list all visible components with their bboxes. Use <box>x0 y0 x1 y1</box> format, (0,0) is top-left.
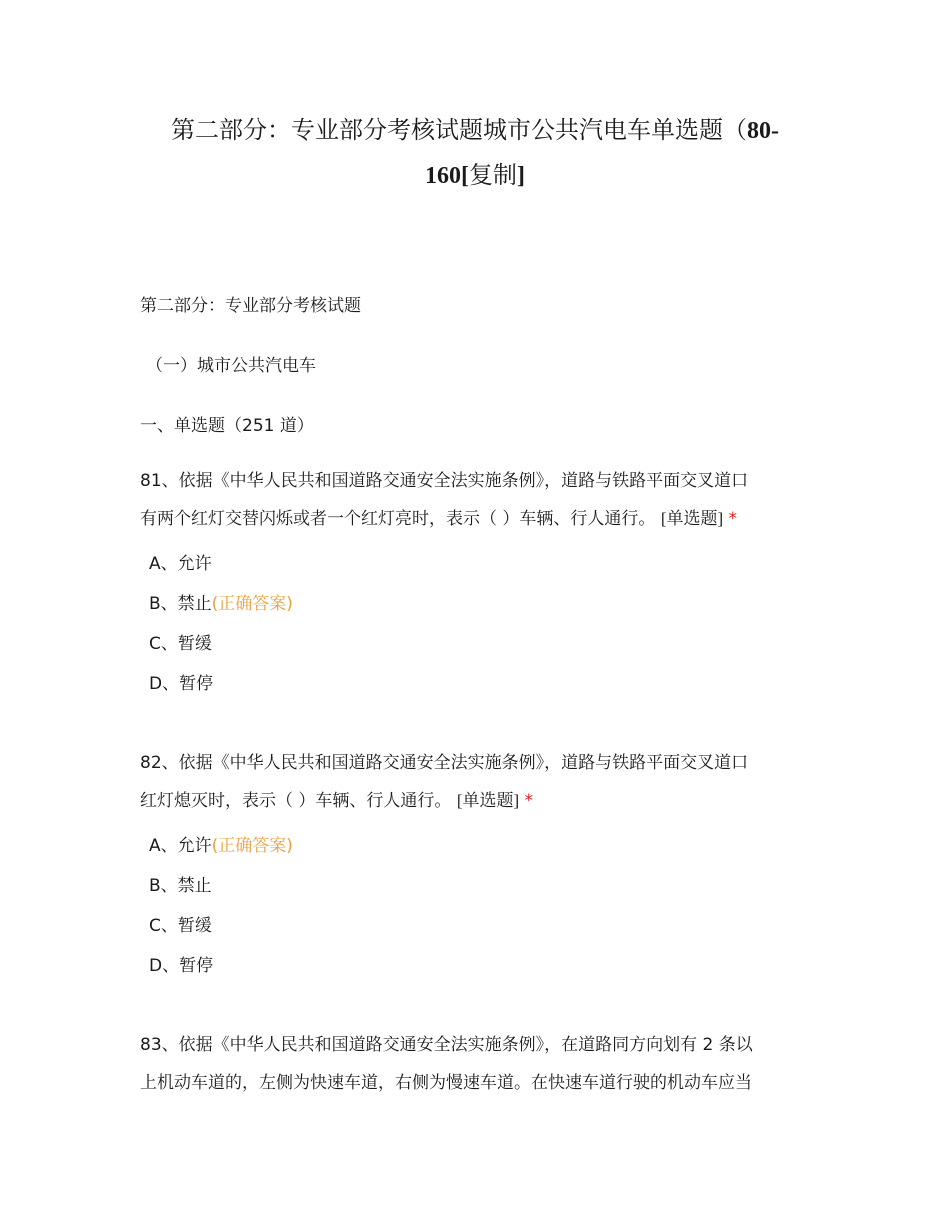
option-c[interactable] <box>149 906 812 946</box>
title-text: 第二部分：专业部分考核试题城市公共汽电车单选题（ <box>171 116 747 144</box>
question-line-text: 红灯熄灭时，表示（ ）车辆、行人通行。 <box>140 791 452 811</box>
question-line: 82、依据《中华人民共和国道路交通安全法实施条例》，道路与铁路平面交叉道口 <box>140 753 749 773</box>
option-d[interactable] <box>149 946 812 986</box>
option-c[interactable] <box>149 624 812 664</box>
required-marker: * <box>728 509 738 529</box>
question-text <box>140 744 812 820</box>
option-list <box>140 544 812 704</box>
option-label: B、禁止 <box>149 594 212 614</box>
question-line: 81、依据《中华人民共和国道路交通安全法实施条例》，道路与铁路平面交叉道口 <box>140 471 749 491</box>
option-label: D、暂停 <box>149 674 214 694</box>
title-range-end: 160[ <box>425 163 469 189</box>
option-list <box>140 826 812 986</box>
option-label: B、禁止 <box>149 876 212 896</box>
title-range-start: 80- <box>747 118 779 144</box>
title-close-bracket: ] <box>517 163 525 189</box>
question-line: 83、依据《中华人民共和国道路交通安全法实施条例》，在道路同方向划有 2 条以 <box>140 1035 753 1055</box>
question-text <box>140 1026 812 1102</box>
option-label: C、暂缓 <box>149 916 212 936</box>
correct-answer-mark: (正确答案) <box>211 836 293 856</box>
correct-answer-mark: (正确答案) <box>211 594 293 614</box>
question-line: 上机动车道的，左侧为快速车道，右侧为慢速车道。在快速车道行驶的机动车应当 <box>140 1073 752 1093</box>
option-label: A、允许 <box>149 554 212 574</box>
question-83 <box>140 1026 812 1102</box>
required-marker: * <box>524 791 534 811</box>
document-title <box>140 108 810 198</box>
option-label: D、暂停 <box>149 956 214 976</box>
subsection-heading: （一）城市公共汽电车 <box>146 356 316 376</box>
option-b[interactable] <box>149 866 812 906</box>
question-type-heading: 一、单选题（251 道） <box>140 416 314 436</box>
option-a[interactable] <box>149 544 812 584</box>
question-line <box>140 500 812 538</box>
option-label: C、暂缓 <box>149 634 212 654</box>
question-text <box>140 462 812 538</box>
option-a[interactable] <box>149 826 812 866</box>
question-81 <box>140 462 812 704</box>
question-type-tag: [单选题] <box>456 791 520 810</box>
title-copy-label: 复制 <box>469 161 517 189</box>
question-line <box>140 782 812 820</box>
document-body <box>140 294 812 1142</box>
option-b[interactable] <box>149 584 812 624</box>
question-line-text: 有两个红灯交替闪烁或者一个红灯亮时，表示（ ）车辆、行人通行。 <box>140 509 656 529</box>
question-82 <box>140 744 812 986</box>
option-label: A、允许 <box>149 836 212 856</box>
section-heading: 第二部分：专业部分考核试题 <box>140 296 361 316</box>
question-type-tag: [单选题] <box>660 509 724 528</box>
option-d[interactable] <box>149 664 812 704</box>
